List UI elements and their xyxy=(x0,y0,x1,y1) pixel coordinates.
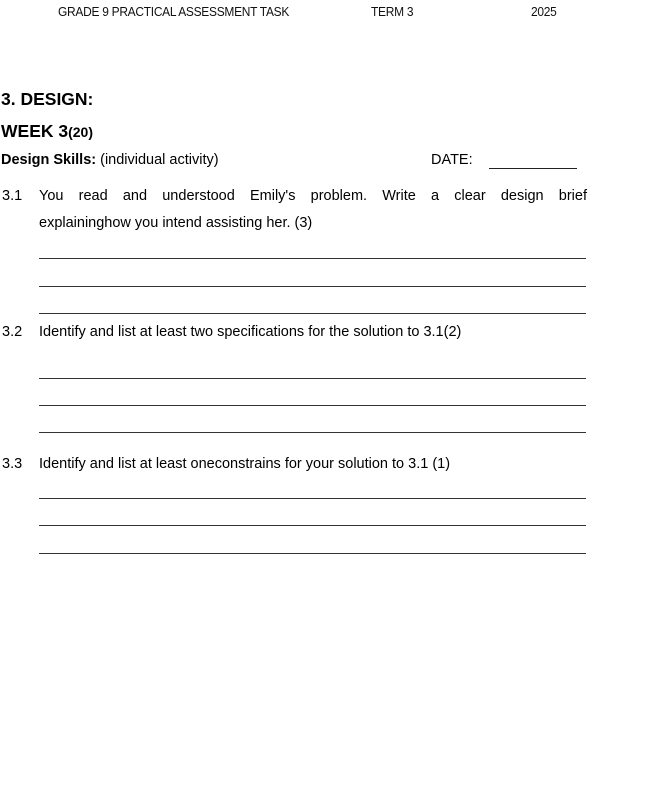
answer-line-3-3-3[interactable] xyxy=(39,553,586,554)
skills-note: (individual activity) xyxy=(96,152,219,168)
week-label: WEEK 3 xyxy=(1,121,69,141)
week-heading xyxy=(1,121,93,142)
question-text-3-1-line1: You read and understood Emily's problem. Write a clear design brief xyxy=(39,188,587,204)
question-text-3-3: Identify and list at least oneconstrains for your solution to 3.1 (1) xyxy=(39,456,451,472)
header-term: TERM 3 xyxy=(371,4,414,19)
answer-line-3-1-3[interactable] xyxy=(39,313,586,314)
section-heading: 3. DESIGN: xyxy=(1,89,94,109)
answer-line-3-3-2[interactable] xyxy=(39,525,586,526)
design-skills-line xyxy=(1,152,219,168)
answer-line-3-2-2[interactable] xyxy=(39,405,586,406)
answer-line-3-2-3[interactable] xyxy=(39,432,586,433)
question-number-3-1: 3.1 xyxy=(2,188,23,204)
date-label: DATE: xyxy=(431,152,473,168)
answer-line-3-3-1[interactable] xyxy=(39,498,586,499)
answer-line-3-2-1[interactable] xyxy=(39,378,586,379)
question-number-3-2: 3.2 xyxy=(2,324,23,340)
question-text-3-2: Identify and list at least two specifications for the solution to 3.1(2) xyxy=(39,324,462,340)
date-input-line[interactable] xyxy=(489,168,577,169)
header-title: GRADE 9 PRACTICAL ASSESSMENT TASK xyxy=(58,4,290,19)
header-year: 2025 xyxy=(531,4,557,19)
skills-label: Design Skills: xyxy=(1,152,97,168)
week-marks: (20) xyxy=(68,124,94,140)
question-text-3-1-line2: explaininghow you intend assisting her. (3) xyxy=(39,215,313,231)
answer-line-3-1-2[interactable] xyxy=(39,286,586,287)
answer-line-3-1-1[interactable] xyxy=(39,258,586,259)
question-number-3-3: 3.3 xyxy=(2,456,23,472)
